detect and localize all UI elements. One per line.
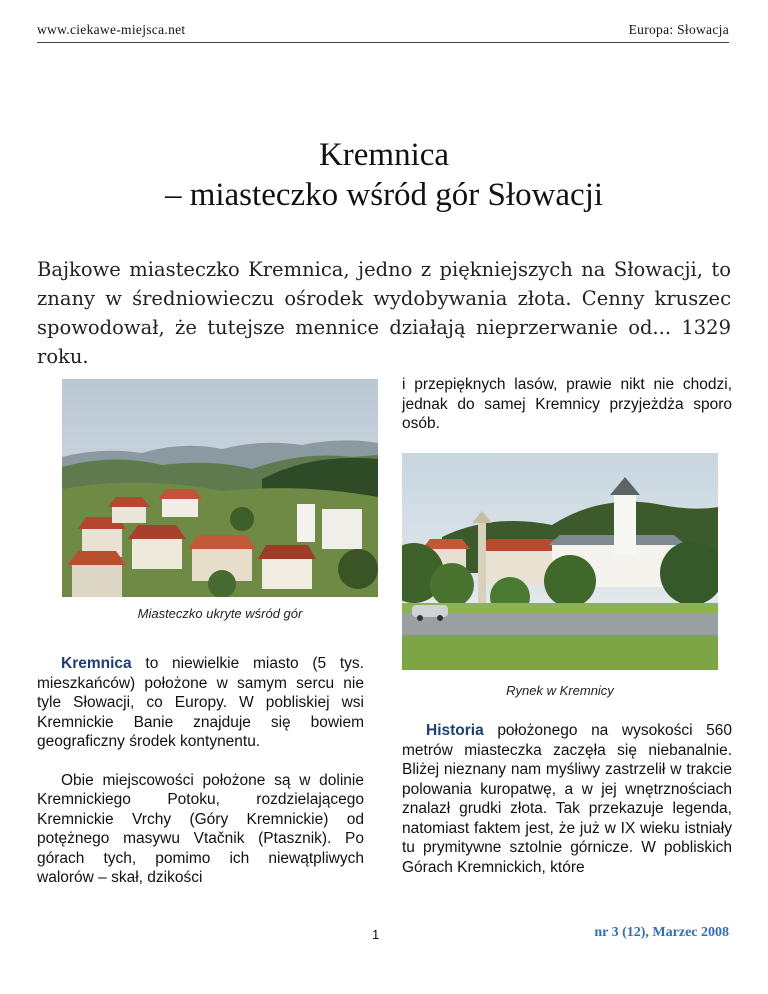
town-panorama-image [62,379,378,597]
title-line-1: Kremnica [318,137,450,173]
page-header [37,20,729,43]
kremnica-bold: Kremnica [61,655,132,672]
photo1-caption: Miasteczko ukryte wśród gór [137,606,303,621]
left-paragraph-1-text: to niewielkie miasto (5 tys. mieszkańców) położone w samym sercu nie tyle Słowacji, co Europy. W pobliskiej wsi Kremnickie Banie znajduje się bowiem geograficzny środek kontynentu. [37,655,364,750]
left-column [37,654,364,888]
section-label: Europa: Słowacja [628,22,729,37]
right-paragraph-2 [402,721,732,877]
page-number: 1 [372,927,380,942]
left-paragraph-1 [37,654,364,752]
town-square-photo [402,453,718,670]
lead-paragraph: Bajkowe miasteczko Kremnica, jedno z piękniejszych na Słowacji, to znany w średniowieczu ośrodek wydobywania złota. Cenny kruszec spowodował, że tutejsze mennice działają nieprzerwanie od... 1329 roku. [37,258,731,368]
photo2-caption: Rynek w Kremnicy [506,683,614,698]
town-square-image [402,453,718,670]
title-line-2: – miasteczko wśród gór Słowacji [164,177,604,213]
right-paragraph-2-text: położonego na wysokości 560 metrów miasteczka zaczęła się niebanalnie. Bliżej nieznany nam myśliwy zastrzelił w trakcie polowania kuropatwę, a w jej wnętrznościach znalazł grudki złota. Tak przekazuje legenda, natomiast faktem jest, że już w IX wieku istniały tu prymitywne sztolnie górnicze. W pobliskich Górach Kremnickich, które [402,722,732,876]
issue-label: nr 3 (12), Marzec 2008 [594,925,729,940]
article-title [0,135,768,215]
left-paragraph-2: Obie miejscowości położone są w dolinie Kremnickiego Potoku, rozdzielającego Kremnickie Vrchy (Góry Kremnickie) od potężnego masywu Vtačnik (Ptasznik). Po górach tych, pomimo ich niewątpliwych walorów – skał, dzikości [37,771,364,886]
right-column-bottom [402,721,732,877]
site-url: www.ciekawe-miejsca.net [37,22,186,37]
town-panorama-photo [62,379,378,597]
right-paragraph-1: i przepięknych lasów, prawie nikt nie chodzi, jednak do samej Kremnicy przyjeżdża sporo osób. [402,376,732,432]
right-column-top [402,375,732,434]
historia-bold: Historia [426,722,484,739]
